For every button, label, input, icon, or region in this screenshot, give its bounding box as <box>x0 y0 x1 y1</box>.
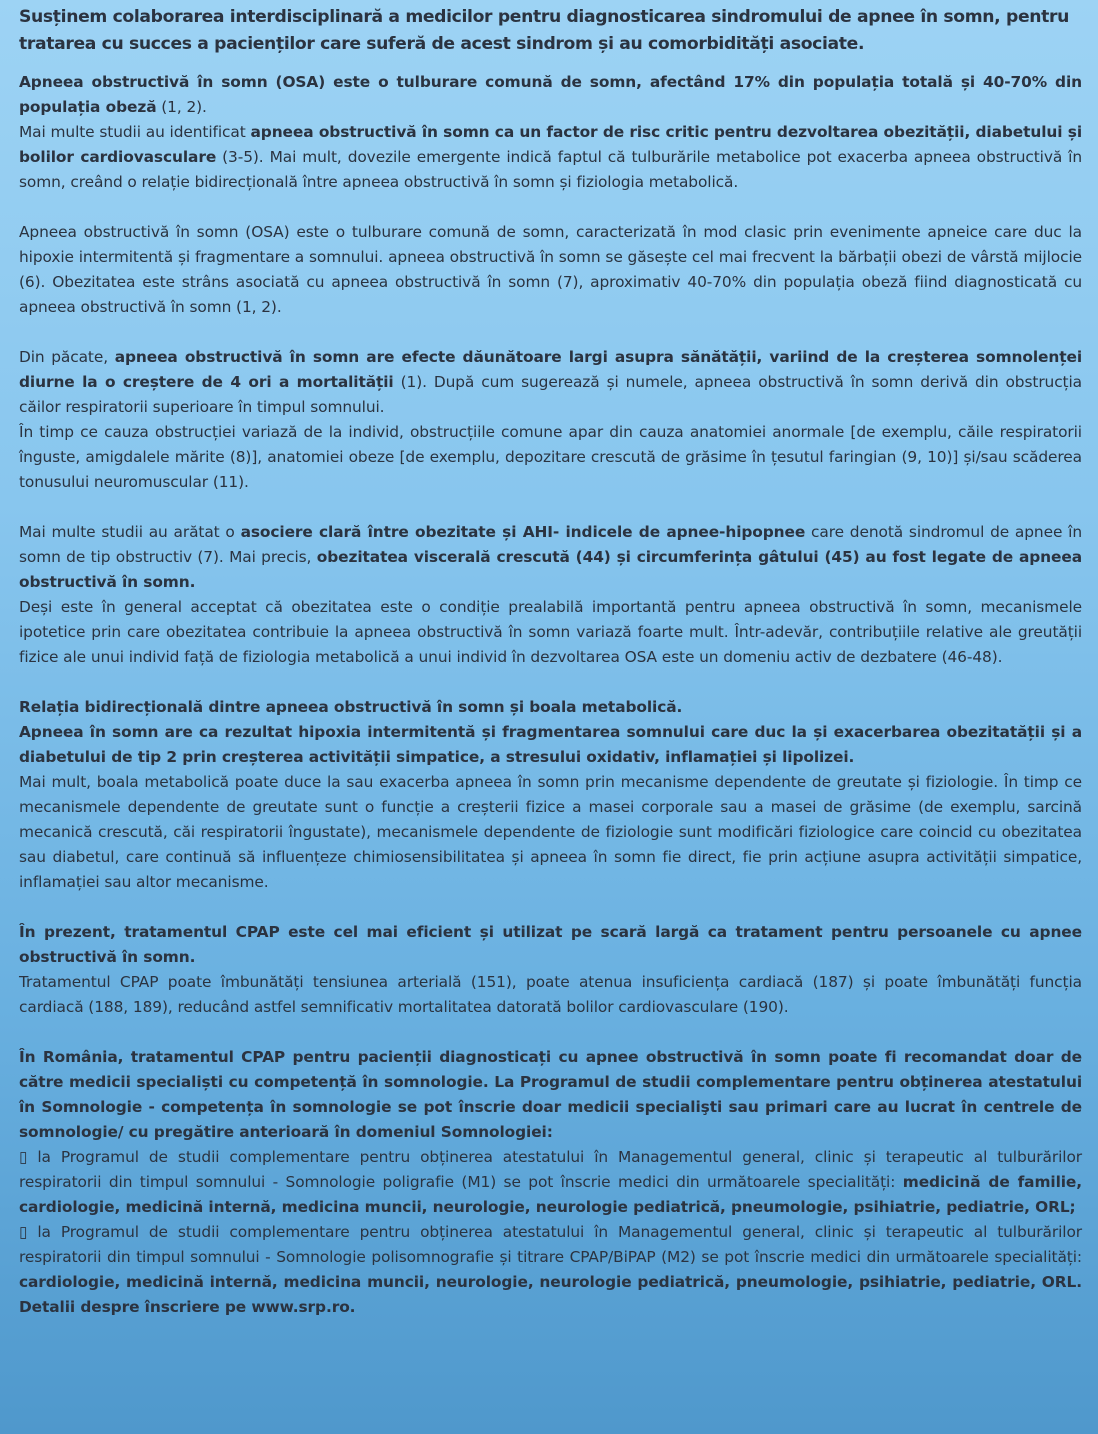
body-text: Din păcate, <box>19 348 115 366</box>
paragraph-cpap <box>19 920 1082 1020</box>
bold-text: apneea obstructivă în somn ca un factor de risc critic pentru dezvoltarea obezității, diabetului și bolilor cardiovasculare <box>19 123 1082 166</box>
paragraph-gap <box>19 670 1082 695</box>
list-item-text: la Programul de studii complementare pentru obținerea atestatului în Managementul general, clinic și terapeutic al tulburărilor respiratorii din timpul somnului - Somnologie poligrafie (M1) se pot înscrie medici din următoarele specialități: <box>19 1148 1082 1191</box>
bold-text: obezitatea viscerală crescută (44) și circumferința gâtului (45) au fost legate de apneea obstructivă în somn. <box>19 548 1082 591</box>
bold-text: Apneea în somn are ca rezultat hipoxia intermitentă și fragmentarea somnului care duc la și exacerbarea obezitatății și a diabetului de tip 2 prin creșterea activității simpatice, a stresului oxidativ, inflamației și lipolizei. <box>19 723 1082 766</box>
body-text: care denotă sindromul de apnee în somn de tip obstructiv (7). Mai precis, <box>19 523 1082 566</box>
paragraph-gap <box>19 1020 1082 1045</box>
bold-text: apneea obstructivă în somn are efecte dăunătoare largi asupra sănătății, variind de la creșterea somnolenței diurne la o creștere de 4 ori a mortalității <box>19 348 1082 391</box>
citation-text: (1, 2). <box>156 98 207 116</box>
paragraph-osa-intro <box>19 70 1082 195</box>
body-text: Apneea obstructivă în somn (OSA) este o tulburare comună de somn, caracterizată în mod clasic prin evenimente apneice care duc la hipoxie intermitentă și fragmentare a somnului. apneea obstructivă în somn se găsește cel mai frecvent la bărbații obezi de vârstă mijlocie (6). Obezitatea este strâns asociată cu apneea obstructivă în somn (7), aproximativ 40-70% din populația obeză fiind diagnosticată cu apneea obstructivă în somn (1, 2). <box>19 223 1082 316</box>
page-title: Susținem colaborarea interdisciplinară a medicilor pentru diagnosticarea sindromului de apnee în somn, pentru tratarea cu succes a pacienților care suferă de acest sindrom și au comorbidități asociate. <box>19 7 1070 54</box>
paragraph-obesity-ahi <box>19 520 1082 670</box>
body-text: Deși este în general acceptat că obezitatea este o condiție prealabilă importantă pentru apneea obstructivă în somn, mecanismele ipotetice prin care obezitatea contribuie la apneea obstructivă în somn variază foarte mult. Într-adevăr, contribuțiile relative ale greutății fizice ale unui individ față de fiziologia metabolică a unui individ în dezvoltarea OSA este un domeniu activ de dezbatere (46-48). <box>19 598 1082 666</box>
paragraph-osa-definition <box>19 220 1082 320</box>
bold-text: medicină de familie, cardiologie, medicină internă, medicina muncii, neurologie, neurologie pediatrică, pneumologie, psihiatrie, pediatrie, ORL; <box>19 1173 1083 1216</box>
bold-text: În prezent, tratamentul CPAP este cel mai eficient și utilizat pe scară largă ca tratament pentru persoanele cu apnee obstructivă în somn. <box>19 923 1082 966</box>
paragraph-gap <box>19 320 1082 345</box>
paragraph-gap <box>19 895 1082 920</box>
body-text: Mai multe studii au identificat <box>19 123 251 141</box>
bullet-box-icon: ▯ <box>19 1148 28 1166</box>
paragraph-romania <box>19 1045 1082 1320</box>
bold-text: cardiologie, medicină internă, medicina muncii, neurologie, neurologie pediatrică, pneumologie, psihiatrie, pediatrie, ORL. Detalii despre înscriere pe www.srp.ro. <box>19 1273 1082 1316</box>
bold-text: Apneea obstructivă în somn (OSA) este o tulburare comună de somn, afectând 17% din populația totală și 40-70% din populația obeză <box>19 73 1082 116</box>
body-text: În timp ce cauza obstrucției variază de la individ, obstrucțiile comune apar din cauza anatomiei anormale [de exemplu, căile respiratorii înguste, amigdalele mărite (8)], anatomiei obeze [de exemplu, depozitare crescută de grăsime în țesutul faringian (9, 10)] și/sau scăderea tonusului neuromuscular (11). <box>19 423 1082 491</box>
body-text: (3-5). Mai mult, dovezile emergente indică faptul că tulburările metabolice pot exacerba apneea obstructivă în somn, creând o relație bidirecțională între apneea obstructivă în somn și fiziologia metabolică. <box>19 148 1082 191</box>
list-item-text: la Programul de studii complementare pentru obținerea atestatului în Managementul general, clinic și terapeutic al tulburărilor respiratorii din timpul somnului - Somnologie polisomnografie și titrare CPAP/BiPAP (M2) se pot înscrie medici din următoarele specialități: <box>19 1223 1082 1266</box>
bold-text: În România, tratamentul CPAP pentru pacienții diagnosticați cu apnee obstructivă în somn poate fi recomandat doar de către medicii specialiști cu competență în somnologie. La Programul de studii complementare pentru obținerea atestatului în Somnologie - competența în somnologie se pot înscrie doar medicii specialişti sau primari care au lucrat în centrele de somnologie/ cu pregătire anterioară în domeniul Somnologiei: <box>19 1048 1082 1141</box>
bold-text: asociere clară între obezitate și AHI- indicele de apnee-hipopnee <box>240 523 806 541</box>
paragraph-bidirectional <box>19 695 1082 895</box>
body-text: (1). După cum sugerează și numele, apneea obstructivă în somn derivă din obstrucția căilor respiratorii superioare în timpul somnului. <box>19 373 1083 416</box>
section-heading: Relația bidirecțională dintre apneea obstructivă în somn și boala metabolică. <box>19 698 683 716</box>
paragraph-gap <box>19 495 1082 520</box>
bullet-box-icon: ▯ <box>19 1223 28 1241</box>
body-text: Mai mult, boala metabolică poate duce la sau exacerba apneea în somn prin mecanisme dependente de greutate și fiziologie. În timp ce mecanismele dependente de greutate sunt o funcție a creșterii fizice a masei corporale sau a masei de grăsime (de exemplu, sarcină mecanică crescută, căi respiratorii îngustate), mecanismele dependente de fiziologie sunt modificări fiziologice care coincid cu obezitatea sau diabetul, care continuă să influențeze chimiosensibilitatea și apneea în somn fie direct, fie prin acțiune asupra activității simpatice, inflamației sau altor mecanisme. <box>19 773 1082 891</box>
body-text: Mai multe studii au arătat o <box>19 523 241 541</box>
body-text: Tratamentul CPAP poate îmbunătăți tensiunea arterială (151), poate atenua insuficiența cardiacă (187) și poate îmbunătăți funcția cardiacă (188, 189), reducând astfel semnificativ mortalitatea datorată bolilor cardiovasculare (190). <box>19 973 1082 1016</box>
paragraph-health-effects <box>19 345 1082 495</box>
paragraph-gap <box>19 195 1082 220</box>
